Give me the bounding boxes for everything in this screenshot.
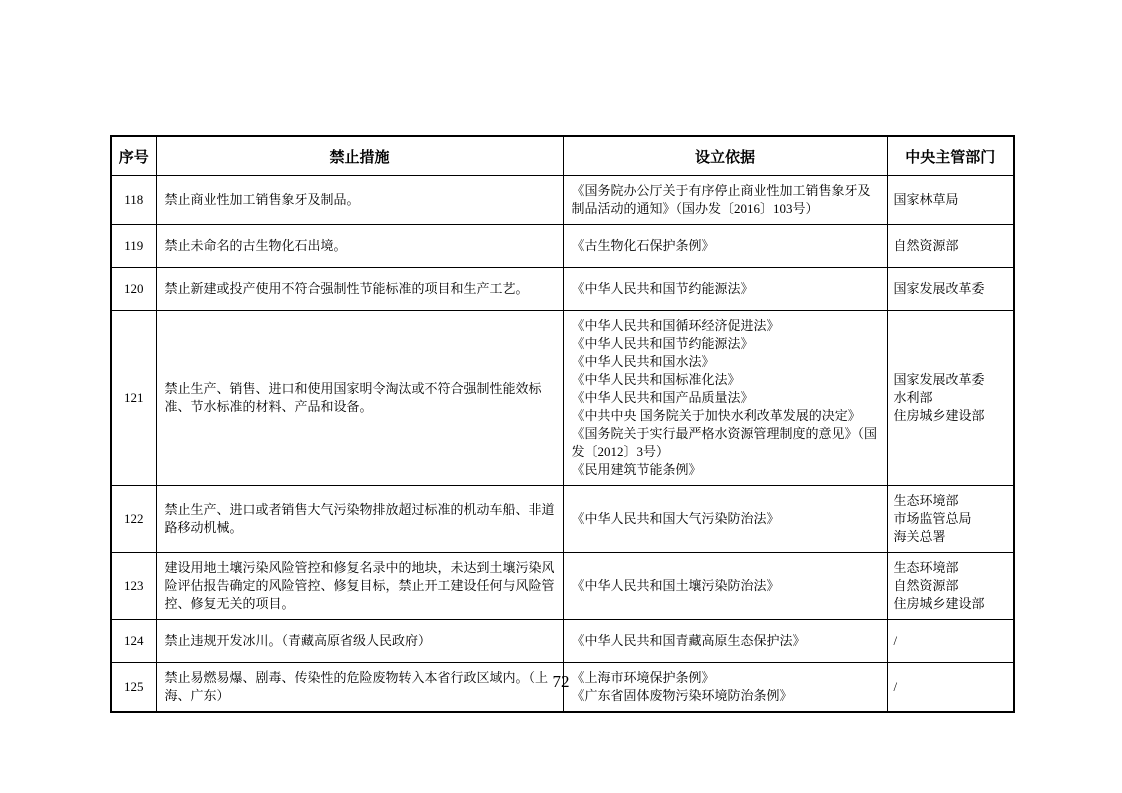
measure-cell: 禁止未命名的古生物化石出境。	[156, 225, 563, 268]
table-row	[111, 225, 1014, 268]
table-header-row	[111, 136, 1014, 176]
measure-cell: 建设用地土壤污染风险管控和修复名录中的地块，未达到土壤污染风险评估报告确定的风险管控、修复目标，禁止开工建设任何与风险管控、修复无关的项目。	[156, 553, 563, 620]
department-cell	[887, 620, 1014, 663]
basis-line: 《国务院办公厅关于有序停止商业性加工销售象牙及制品活动的通知》（国办发〔2016〕103号）	[571, 183, 871, 216]
department-cell	[887, 311, 1014, 486]
table-row	[111, 176, 1014, 225]
header-serial-number: 序号	[111, 136, 156, 176]
basis-line: 《中华人民共和国节约能源法》	[571, 281, 754, 296]
table-row	[111, 486, 1014, 553]
prohibition-measures-table	[110, 135, 1015, 713]
table-row	[111, 553, 1014, 620]
department-line: 市场监管总局	[893, 511, 972, 526]
department-line: 水利部	[893, 390, 933, 405]
basis-cell	[563, 311, 887, 486]
basis-line: 《中华人民共和国大气污染防治法》	[571, 511, 780, 526]
department-line: /	[893, 679, 898, 694]
table-body	[111, 176, 1014, 713]
page-number: 72	[552, 672, 570, 691]
basis-cell	[563, 486, 887, 553]
basis-line: 《上海市环境保护条例》	[571, 670, 715, 685]
basis-line: 《中华人民共和国产品质量法》	[571, 390, 754, 405]
row-serial-number: 124	[111, 620, 156, 663]
department-line: 生态环境部	[893, 493, 959, 508]
basis-line: 《民用建筑节能条例》	[571, 462, 702, 477]
header-central-department: 中央主管部门	[887, 136, 1014, 176]
basis-line: 《中华人民共和国青藏高原生态保护法》	[571, 633, 806, 648]
table-row	[111, 311, 1014, 486]
basis-line: 《中华人民共和国标准化法》	[571, 372, 741, 387]
basis-line: 《中华人民共和国水法》	[571, 354, 715, 369]
basis-line: 《中华人民共和国土壤污染防治法》	[571, 578, 780, 593]
measure-cell: 禁止新建或投产使用不符合强制性节能标准的项目和生产工艺。	[156, 268, 563, 311]
basis-line: 《中共中央 国务院关于加快水利改革发展的决定》	[571, 408, 861, 423]
department-cell	[887, 225, 1014, 268]
measure-cell: 禁止违规开发冰川。（青藏高原省级人民政府）	[156, 620, 563, 663]
basis-cell	[563, 553, 887, 620]
row-serial-number: 118	[111, 176, 156, 225]
row-serial-number: 119	[111, 225, 156, 268]
department-line: 住房城乡建设部	[893, 408, 985, 423]
department-cell	[887, 486, 1014, 553]
department-line: 自然资源部	[893, 238, 959, 253]
department-line: /	[893, 633, 898, 648]
basis-line: 《中华人民共和国循环经济促进法》	[571, 318, 780, 333]
header-establishment-basis: 设立依据	[563, 136, 887, 176]
header-prohibited-measure: 禁止措施	[156, 136, 563, 176]
row-serial-number: 121	[111, 311, 156, 486]
row-serial-number: 120	[111, 268, 156, 311]
department-line: 自然资源部	[893, 578, 959, 593]
basis-line: 《广东省固体废物污染环境防治条例》	[571, 688, 793, 703]
basis-line: 《中华人民共和国节约能源法》	[571, 336, 754, 351]
basis-line: 《国务院关于实行最严格水资源管理制度的意见》（国发〔2012〕3号）	[571, 426, 878, 459]
measure-cell: 禁止生产、进口或者销售大气污染物排放超过标准的机动车船、非道路移动机械。	[156, 486, 563, 553]
basis-cell	[563, 268, 887, 311]
measure-cell: 禁止生产、销售、进口和使用国家明令淘汰或不符合强制性能效标准、节水标准的材料、产品和设备。	[156, 311, 563, 486]
basis-cell	[563, 225, 887, 268]
basis-cell	[563, 620, 887, 663]
row-serial-number: 122	[111, 486, 156, 553]
department-line: 住房城乡建设部	[893, 596, 985, 611]
department-line: 国家发展改革委	[893, 281, 985, 296]
department-line: 国家发展改革委	[893, 372, 985, 387]
department-line: 生态环境部	[893, 560, 959, 575]
measure-cell: 禁止易燃易爆、剧毒、传染性的危险废物转入本省行政区域内。（上海、广东）	[156, 663, 563, 713]
row-serial-number: 125	[111, 663, 156, 713]
table-row	[111, 268, 1014, 311]
department-cell	[887, 553, 1014, 620]
basis-cell	[563, 176, 887, 225]
department-line: 海关总署	[893, 529, 946, 544]
department-cell	[887, 268, 1014, 311]
table-row	[111, 620, 1014, 663]
basis-line: 《古生物化石保护条例》	[571, 238, 715, 253]
department-cell	[887, 176, 1014, 225]
measure-cell: 禁止商业性加工销售象牙及制品。	[156, 176, 563, 225]
department-line: 国家林草局	[893, 192, 959, 207]
row-serial-number: 123	[111, 553, 156, 620]
